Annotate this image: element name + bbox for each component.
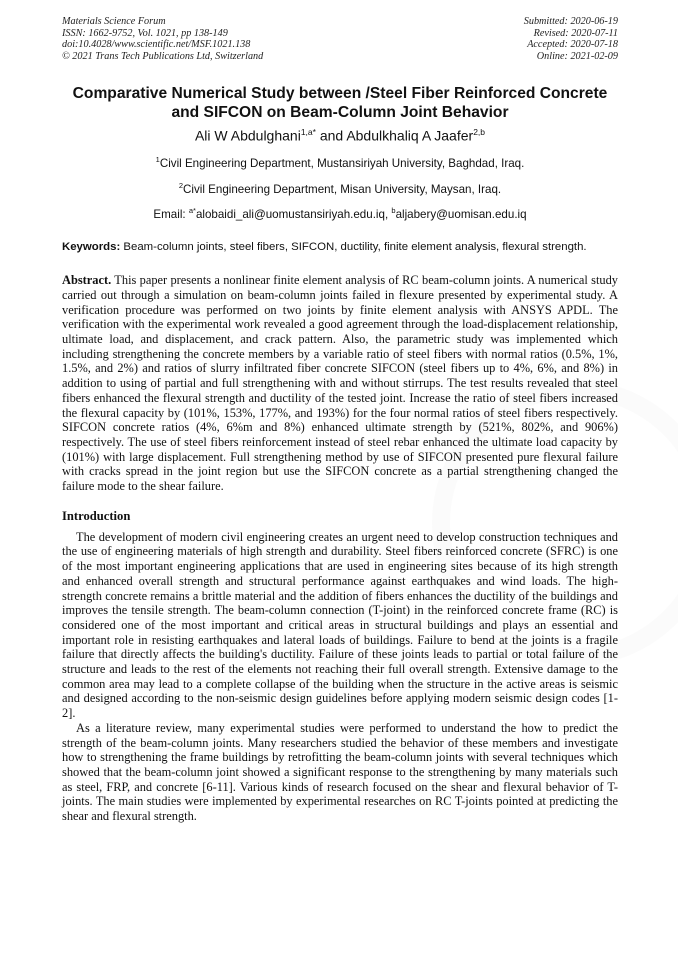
authors-and: and bbox=[315, 128, 347, 145]
abstract-text: This paper presents a nonlinear finite element analysis of RC beam-column joints. A numerical study carried out through a simulation on beam-column joints failed in flexure presented by experimental study. A verification procedure was performed on two joints by finite element analysis with ANSYS APDL. The verification with the experimental work revealed a good agreement through the load-displacement relationship, ultimate load, and displacement, and crack pattern. Also, the parametric study was implemented which including strengthening the concrete members by a variable ratio of steel fibers with normal ratios (0.5%, 1%, 1.5%, and 2%) and ratios of slurry infiltrated fiber concrete SIFCON (steel fibers up to 4%, 6%, and 8%) in addition to using of partial and full strengthening with and without stirrups. The test results revealed that steel fibers enhanced the flexural strength and ductility of the tested joint. Increase the ratio of steel fibers increased the flexural capacity by (101%, 153%, 177%, and 193%) for the four normal ratios of steel fibers respectively. SIFCON concrete ratios (4%, 6%m and 8%) enhanced ultimate strength by (521%, 802%, and 906%) respectively. The use of steel fibers reinforcement instead of steel rebar enhanced the ultimate load capacity by (101%) with large displacement. Full strengthening method by use of SIFCON presented pure flexural failure with cracks spread in the joint region but use the SIFCON concrete as a partial strengthening changed the failure mode to the shear failure. bbox=[62, 273, 618, 494]
keywords-label: Keywords: bbox=[62, 240, 121, 253]
email-2-sup: b bbox=[391, 205, 396, 215]
revised-date: Revised: 2020-07-11 bbox=[533, 27, 618, 39]
affiliation-2 bbox=[62, 179, 618, 197]
author-2-sup: 2,b bbox=[473, 127, 486, 138]
issn-line: ISSN: 1662-9752, Vol. 1021, pp 138-149 bbox=[62, 27, 228, 39]
affiliation-1-text: Civil Engineering Department, Mustansiriyah University, Baghdad, Iraq. bbox=[159, 156, 525, 170]
online-date: Online: 2021-02-09 bbox=[536, 50, 618, 62]
copyright-line: © 2021 Trans Tech Publications Ltd, Switzerland bbox=[62, 50, 264, 62]
journal-header bbox=[62, 16, 618, 62]
title-line-1: Comparative Numerical Study between /Steel Fiber Reinforced Concrete bbox=[72, 85, 608, 103]
paper-title bbox=[62, 84, 618, 122]
author-2: Abdulkhaliq A Jaafer bbox=[346, 128, 474, 145]
section-heading-introduction: Introduction bbox=[62, 508, 131, 523]
journal-name: Materials Science Forum bbox=[62, 16, 166, 27]
intro-paragraph-2: As a literature review, many experimental studies were performed to understand the how to predict the strength of the beam-column joints. Many researchers studied the behavior of these members and investigate how to strengthening the frame buildings by retrofitting the beam-column joints with several techniques which showed that the beam-column joint showed a significant response to the strengthening by many materials such as steel, FRP, and concrete [6-11]. Various kinds of research focused on the shear and flexural behavior of T- joints. The main studies were implemented by experimental researches on RC T-joints pointed at predicting the shear and flexural strength. bbox=[62, 720, 618, 824]
doi-line: doi:10.4028/www.scientific.net/MSF.1021.138 bbox=[62, 39, 251, 51]
affiliation-2-sup: 2 bbox=[178, 180, 184, 190]
affiliation-1 bbox=[62, 153, 618, 171]
email-1-sup: a* bbox=[188, 205, 196, 215]
author-1: Ali W Abdulghani bbox=[194, 128, 301, 145]
submitted-date: Submitted: 2020-06-19 bbox=[523, 16, 618, 27]
authors bbox=[62, 127, 618, 144]
affiliations bbox=[62, 153, 618, 197]
keywords-text: Beam-column joints, steel fibers, SIFCON, ductility, finite element analysis, flexural strength. bbox=[120, 240, 587, 253]
abstract-label: Abstract. bbox=[62, 273, 112, 288]
publication-dates bbox=[524, 16, 618, 62]
email-line bbox=[62, 206, 618, 221]
affiliation-2-text: Civil Engineering Department, Misan University, Maysan, Iraq. bbox=[183, 182, 502, 196]
affiliation-1-sup: 1 bbox=[155, 155, 160, 165]
intro-paragraph-1: The development of modern civil engineering creates an urgent need to develop construction techniques and the use of engineering materials of high strength and durability. Steel fibers reinforced concrete (SFRC) is one of the most important engineering applications that are used in engineering sites because of its high strength and enhanced overall strength and structural performance against earthquakes and wind loads. The high-strength concrete remains a brittle material and the addition of fibers enhances the ductility of the buildings and improves the tensile strength. The beam-column connection (T-joint) in the reinforced concrete frame (RC) is considered one of the most important and critical areas in structural buildings and plays an essential and important role in resisting earthquakes and lateral loads of buildings. Failure to bend at the joints is a fragile failure that directly affects the building's ductility. Failure of these joints leads to partial or total failure of the structure and leads to the rest of the elements not reaching their full overall strength. Extensive damage to the common area may lead to a complete collapse of the building when the structure in the active areas is seismic and designed according to the non-seismic design guidelines before applying modern seismic design codes [1-2]. bbox=[62, 529, 618, 721]
email-1[interactable]: alobaidi_ali@uomustansiriyah.edu.iq, bbox=[195, 207, 392, 221]
abstract bbox=[62, 273, 618, 494]
email-2[interactable]: aljabery@uomisan.edu.iq bbox=[395, 207, 527, 221]
journal-info bbox=[62, 16, 263, 62]
accepted-date: Accepted: 2020-07-18 bbox=[527, 39, 618, 51]
email-label: Email: bbox=[153, 207, 189, 221]
keywords bbox=[62, 241, 618, 255]
title-line-2: and SIFCON on Beam-Column Joint Behavior bbox=[171, 104, 509, 122]
author-1-sup: 1,a* bbox=[300, 127, 316, 138]
paper-page bbox=[62, 16, 618, 824]
